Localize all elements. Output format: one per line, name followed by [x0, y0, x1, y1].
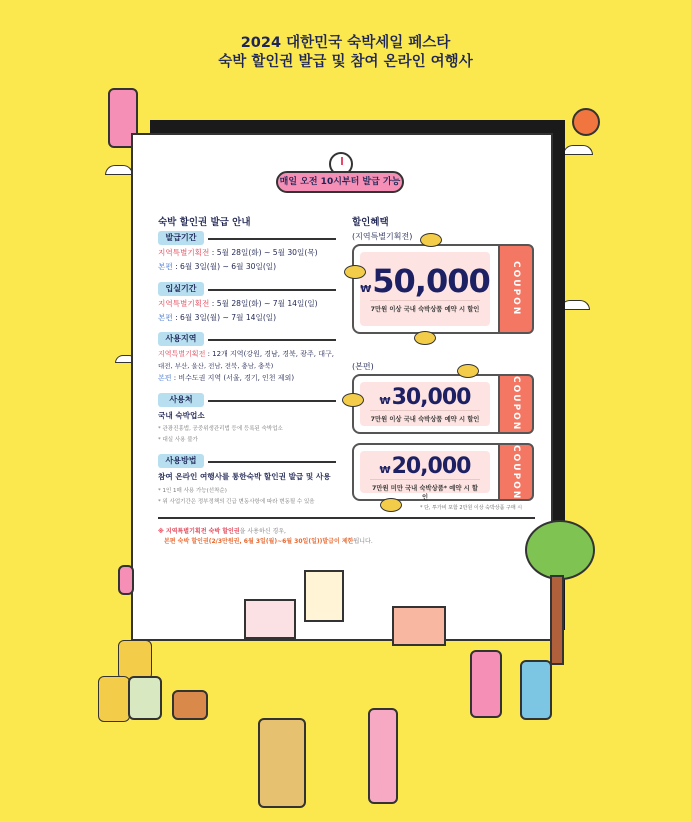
cloud-illustration: [563, 145, 593, 155]
place-main: 국내 숙박업소: [158, 411, 205, 420]
coin-icon: [380, 498, 402, 512]
region-main: 본편 : 비수도권 지역 (서울, 경기, 인천 제외): [158, 374, 295, 382]
suitcase-illustration: [172, 690, 208, 720]
hiker-illustration: [520, 660, 552, 720]
tag-issue-period: 발급기간: [158, 231, 204, 245]
method-note-1: * 1인 1매 사용 가능(선착순): [158, 488, 227, 494]
coupon-caption: 7만원 이상 국내 숙박상품 예약 시 할인: [370, 410, 480, 423]
traveler-man-illustration: [368, 708, 398, 804]
place-note-1: * 관광진흥법, 공중위생관리법 등에 등록된 숙박업소: [158, 426, 283, 432]
coupon-amount: 30,000: [391, 385, 471, 410]
tag-stay-period: 입실기간: [158, 282, 204, 296]
tag-region: 사용지역: [158, 332, 204, 346]
main-label: (본편): [352, 362, 374, 371]
coupon-caption: 7만원 미만 국내 숙박상품* 예약 시 할인: [370, 479, 480, 501]
coupon-footnote: * 단, 투가비 포함 2만원 이상 숙박상품 구매 시: [420, 505, 523, 511]
coin-icon: [414, 331, 436, 345]
benefits-title: 할인혜택: [352, 217, 389, 228]
coin-icon: [420, 233, 442, 247]
peeking-girl-illustration: [118, 565, 134, 595]
coin-icon: [342, 393, 364, 407]
daily-issue-badge: 매일 오전 10시부터 발급 가능: [276, 171, 404, 193]
page-title: [0, 34, 691, 72]
coin-stack-illustration: [98, 676, 130, 722]
won-icon: ₩: [379, 465, 390, 476]
divider: [158, 517, 535, 519]
divider: [208, 400, 336, 402]
coupon-caption: 7만원 이상 국내 숙박상품 예약 시 할인: [370, 300, 480, 313]
won-icon: ₩: [379, 396, 390, 407]
place-note-2: * 대실 사용 불가: [158, 437, 198, 443]
divider: [208, 289, 336, 291]
coupon-amount: 20,000: [391, 454, 471, 479]
coin-stack-illustration: [118, 640, 152, 680]
coupon-30000: [352, 374, 534, 434]
method-main: 참여 온라인 여행사를 통한숙박 할인권 발급 및 사용: [158, 472, 331, 481]
person-with-coin-illustration: [128, 676, 162, 720]
lotus-picture: [244, 599, 296, 639]
divider: [208, 339, 336, 341]
title-line-2: 숙박 할인권 발급 및 참여 온라인 여행사: [218, 54, 473, 70]
coupon-amount: 50,000: [372, 262, 490, 300]
coupon-side-label: COUPON: [498, 443, 534, 501]
hiker-illustration: [470, 650, 502, 718]
cloud-illustration: [105, 165, 133, 175]
issue-special: 지역특별기획전 : 5월 28일(화) ~ 5월 30일(목): [158, 248, 318, 257]
special-label: (지역특별기획전): [352, 232, 413, 241]
sun-illustration: [572, 108, 600, 136]
sunset-picture: [392, 606, 446, 646]
method-note-2: * 위 사업기간은 정부정책의 긴급 변동사항에 따라 변동될 수 있음: [158, 499, 315, 505]
traveler-woman-illustration: [258, 718, 306, 808]
issue-main: 본편 : 6월 3일(월) ~ 6월 30일(일): [158, 262, 277, 271]
coupon-20000: [352, 443, 534, 501]
stay-main: 본편 : 6월 3일(월) ~ 7월 14일(일): [158, 313, 277, 322]
tag-method: 사용방법: [158, 454, 204, 468]
coupon-50000: [352, 244, 534, 334]
footnote-line-2: 본편 숙박 할인권(2/3만원권, 6월 3일(월)~6월 30일(일))발급이 제한됩니다.: [164, 538, 373, 545]
coupon-side-label: COUPON: [498, 374, 534, 434]
guide-title: 숙박 할인권 발급 안내: [158, 217, 251, 228]
footnote-line-1: ※ 지역특별기획전 숙박 할인권을 사용하신 경우,: [158, 528, 286, 535]
divider: [208, 238, 336, 240]
tree-illustration: [525, 520, 595, 580]
region-special-cont: 대전, 부산, 울산, 전남, 전북, 충남, 충북): [158, 362, 274, 370]
won-icon: ₩: [360, 284, 371, 295]
region-special: 지역특별기획전 : 12개 지역(강원, 경남, 경북, 광주, 대구,: [158, 350, 334, 358]
coin-icon: [344, 265, 366, 279]
title-line-1: 2024 대한민국 숙박세일 페스타: [240, 35, 451, 51]
coupon-side-label: COUPON: [498, 244, 534, 334]
tree-trunk: [550, 575, 564, 665]
tag-place: 사용처: [158, 393, 204, 407]
cathedral-picture: [304, 570, 344, 622]
stay-special: 지역특별기획전 : 5월 28일(화) ~ 7월 14일(일): [158, 299, 318, 308]
coin-icon: [457, 364, 479, 378]
divider: [208, 461, 336, 463]
